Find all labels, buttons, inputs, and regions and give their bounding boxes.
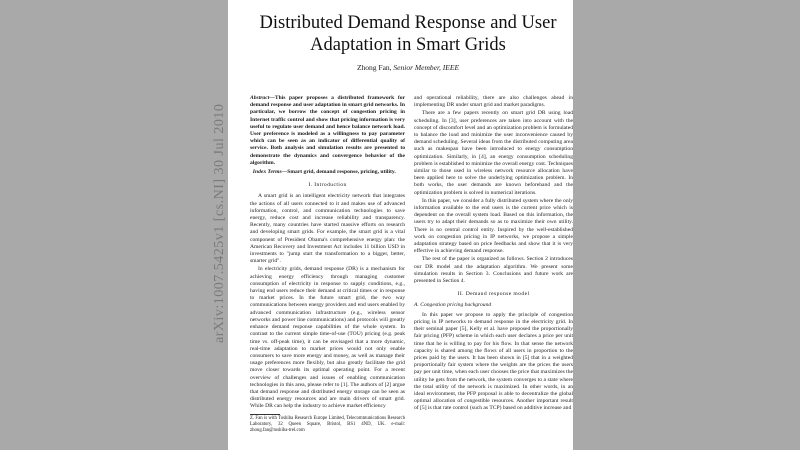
right-column: [414, 95, 573, 414]
body-paragraph: The rest of the paper is organized as follows. Section 2 introduces our DR model and the adaptation algorithm. We present some simulation results in Section 3. Conclusions and future work are presented in Section 4.: [414, 256, 573, 285]
index-terms-text: —Smart grid, demand response, pricing, utility.: [281, 169, 396, 176]
intro-paragraph: In electricity grids, demand response (DR) is a mechanism for achieving energy efficiency through managing customer consumption of electricity in response to supply conditions, e.g., having end users reduce their demand at critical times or in response to market prices. In the future smart grid, the two way communications between energy providers and end users enabled by advanced communication infrastructure (e.g., wireless sensor networks and power line communications) and protocols will greatly enhance demand response capabilities of the whole system. In contrast to the current simple time-of-use (TOU) pricing (e.g. peak time vs. off-peak time), it can be envisaged that a more dynamic, real-time adaptation to market prices would not only enable consumers to save more energy and money, as well as manage their usage preferences more flexibly, but also greatly facilitate the grid move closer towards its optimal operating point. For a recent overview of challenges and issues of enabling communication technologies in this area, please refer to [1]. The authors of [2] argue that demand response and distributed energy storage can be seen as distributed energy resources and are main drivers of smart grid. While DR can help the industry to achieve market efficiency: [250, 266, 405, 410]
paper-page: [228, 0, 573, 450]
index-terms: [250, 169, 405, 176]
arxiv-id-text: arXiv:1007.5425v1 [cs.NI] 30 Jul 2010: [212, 103, 227, 343]
abstract-text: —This paper proposes a distributed framework for demand response and user adaptation in smart grid networks. In particular, we borrow the concept of congestion pricing in Internet traffic control and show that pricing information is very useful to regulate user demand and hence balance network load. User preference is modeled as a willingness to pay parameter which can be seen as an indicator of differential quality of service. Both analysis and simulation results are presented to demonstrate the dynamics and convergence behavior of the algorithm.: [250, 95, 405, 166]
body-paragraph: In this paper, we consider a fully distributed system where the only information available to the end users is the current price which is dependent on the overall system load. Based on this information, the users try to adapt their demands so as to maximize their own utility. There is no central control entity. Inspired by the well-established work on congestion pricing in IP networks, we propose a simple adaptation strategy based on price feedbacks and show that it is very effective in achieving demand response.: [414, 197, 573, 255]
left-column: [250, 95, 405, 434]
section-heading-introduction: I. Introduction: [308, 182, 347, 189]
author-role: Senior Member, IEEE: [393, 63, 460, 72]
footnote-divider: [250, 414, 280, 415]
viewer-background-left: [0, 0, 228, 450]
viewer-background-right: [573, 0, 800, 450]
paper-title: Distributed Demand Response and User Adaptation in Smart Grids: [259, 13, 557, 55]
footnote: Z. Fan is with Toshiba Research Europe Limited, Telecommunications Research Laboratory, 32 Queen Square, Bristol, BS1 4ND, UK. e-mail: zhong.fan@toshiba-trel.com: [250, 416, 405, 433]
index-terms-label: Index Terms: [252, 169, 282, 176]
body-paragraph: There are a few papers recently on smart grid DR using load scheduling. In [3], user preferences are taken into account with the concept of discomfort level and an optimization problem is formulated to balance the load and minimize the user inconvenience caused by demand scheduling. Several ideas from the distributed computing area such as makespan have been introduced to energy consumption optimization. Similarly, in [4], an energy consumption scheduling problem is established to minimize the overall energy cost. Techniques similar to those used in wireless network resource allocation have been applied here to solve the underlying optimization problem. In both works, the user demands are known beforehand and the optimization problem is solved in numerical iterations.: [414, 110, 573, 196]
subsection-heading: A. Congestion pricing background: [414, 302, 492, 309]
intro-paragraph: A smart grid is an intelligent electricity network that integrates the actions of all users connected to it and makes use of advanced information, control, and communication technologies to save energy, reduce cost and increase reliability and transparency. Recently, many countries have started massive efforts on research and developing smart grids. For example, the smart grid is a vital component of President Obama's comprehensive energy plan: the American Recovery and Investment Act includes 11 billion USD in investments to "jump start the transformation to a bigger, better, smarter grid".: [250, 193, 405, 265]
author-name: Zhong Fan,: [356, 63, 392, 72]
abstract: [250, 95, 405, 167]
abstract-label: Abstract: [250, 95, 270, 101]
body-paragraph: and operational reliability, there are also challenges ahead in implementing DR under smart grid and market paradigms.: [414, 95, 573, 109]
section-heading-demand-response: II. Demand response model: [457, 291, 530, 298]
body-paragraph: In this paper we propose to apply the principle of congestion pricing in IP networks to demand response in the electricity grid. In their seminal paper [5], Kelly et al. have proposed the proportionally fair pricing (PFP) scheme in which each user declares a price per unit time that he is willing to pay for his flow. In that sense the network capacity is shared among the flows of all users in proportion to the prices paid by the users. It has been shown in [5] that in a weighted proportionally fair system where the weights are the prices the users pay per unit time, when each user chooses the price that maximizes the utility he gets from the network, the system converges to a state where the total utility of the network is maximized. In other words, in an ideal environment, the PFP proposal is able to decentralize the global optimal allocation of congestible resources. Another important result of [5] is that rate control (such as TCP) based on additive increase and: [414, 311, 573, 412]
author-line: [244, 63, 572, 72]
